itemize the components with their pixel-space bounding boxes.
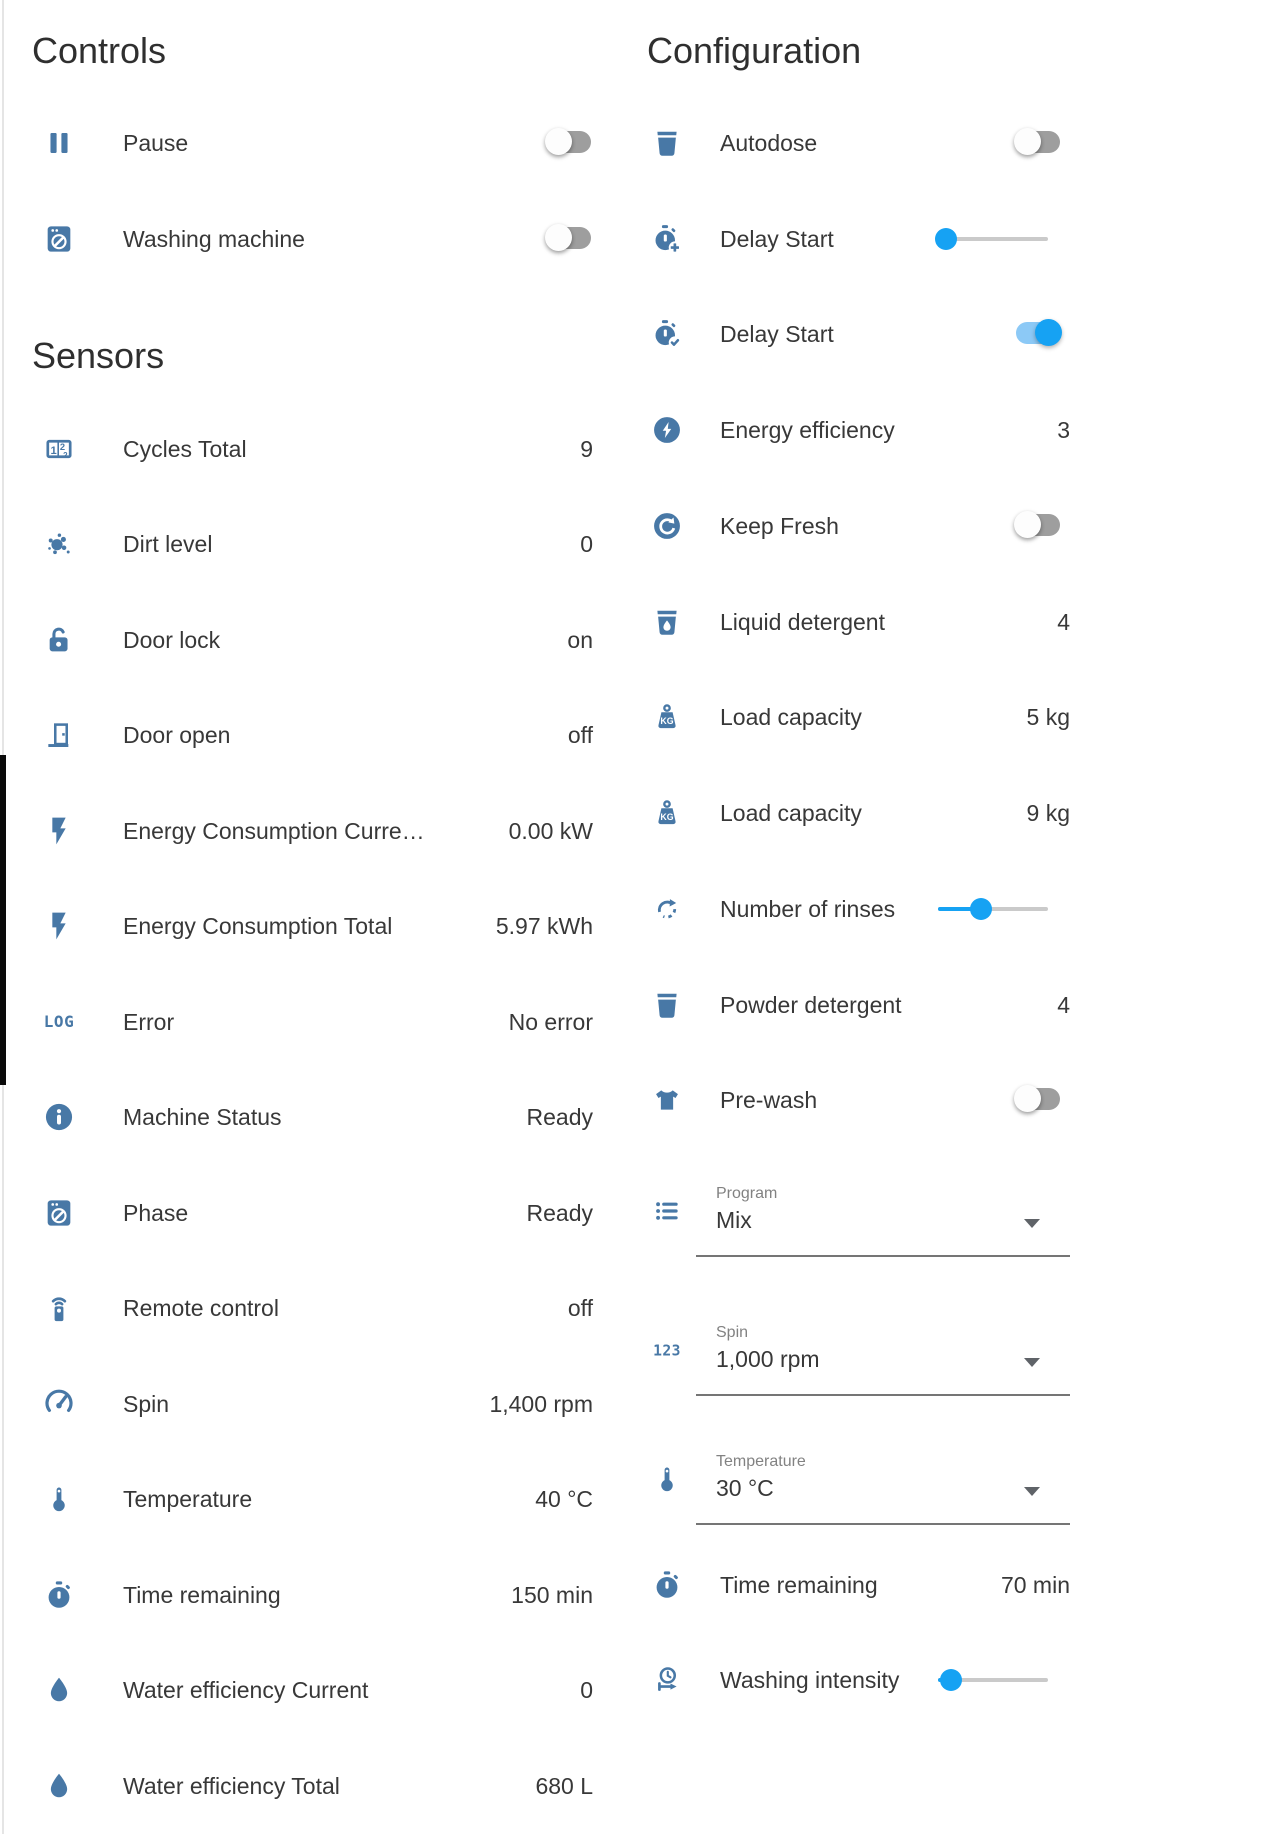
- energy-consumption-total-label: Energy Consumption Total: [123, 913, 393, 939]
- dropdown-caret-icon: [1024, 1219, 1040, 1228]
- time-remaining-value: 150 min: [511, 1582, 593, 1608]
- load-capacity-9-label: Load capacity: [720, 800, 862, 826]
- toggle-thumb: [1014, 1085, 1041, 1112]
- program-select[interactable]: [696, 1167, 1070, 1257]
- temperature-label: Temperature: [123, 1486, 253, 1512]
- flash-circle-icon: [651, 414, 683, 446]
- rotate-right-icon: [651, 893, 683, 925]
- row-keep-fresh: [0, 494, 1270, 558]
- slider-thumb[interactable]: [970, 898, 992, 920]
- energy-efficiency-value: 3: [1057, 417, 1070, 443]
- remote-control-value: off: [567, 1295, 593, 1321]
- row-autodose: [0, 111, 1270, 175]
- row-energy-efficiency: [0, 398, 1270, 462]
- temperature-select-select-value: 30 °C: [716, 1475, 774, 1501]
- liquid-detergent-label: Liquid detergent: [720, 609, 885, 635]
- row-water-efficiency-total: [0, 1754, 1270, 1818]
- spin-label: Spin: [123, 1391, 170, 1417]
- program-select-value: Mix: [716, 1207, 752, 1233]
- spin-value: 1,400 rpm: [489, 1391, 593, 1417]
- svg-text:KG: KG: [660, 716, 674, 727]
- svg-text:KG: KG: [660, 812, 674, 823]
- list-icon: [651, 1195, 683, 1227]
- row-load-capacity-9: [0, 781, 1270, 845]
- washing-intensity-label: Washing intensity: [720, 1667, 900, 1693]
- autodose-toggle[interactable]: [1016, 130, 1060, 154]
- liquid-detergent-value: 4: [1057, 609, 1070, 635]
- select-underline: [696, 1255, 1070, 1257]
- remote-control-label: Remote control: [123, 1295, 279, 1321]
- delay-start-toggle-toggle[interactable]: [1016, 321, 1060, 345]
- door-open-label: Door open: [123, 722, 231, 748]
- time-remaining-label: Time remaining: [123, 1582, 281, 1608]
- autodose-label: Autodose: [720, 130, 818, 156]
- svg-text:2: 2: [63, 450, 68, 460]
- svg-text:LOG: LOG: [43, 1012, 75, 1032]
- water-efficiency-total-value: 680 L: [535, 1773, 593, 1799]
- energy-consumption-current-value: 0.00 kW: [508, 818, 593, 844]
- delay-start-slider-slider[interactable]: [938, 227, 1048, 251]
- energy-consumption-total-value: 5.97 kWh: [495, 913, 593, 939]
- select-row-program: [0, 1167, 1270, 1267]
- load-capacity-9-value: 9 kg: [1026, 800, 1070, 826]
- spin-select-select-label: Spin: [716, 1324, 749, 1341]
- cup-icon: [651, 989, 683, 1021]
- water-efficiency-total-label: Water efficiency Total: [123, 1773, 340, 1799]
- weight-kg-icon: [651, 701, 683, 733]
- delay-start-toggle-label: Delay Start: [720, 321, 834, 347]
- toggle-thumb: [1035, 319, 1062, 346]
- tshirt-icon: [651, 1084, 683, 1116]
- spin-select-select[interactable]: [696, 1306, 1070, 1396]
- cup-icon: [651, 127, 683, 159]
- controls-section-title: Controls: [32, 30, 167, 71]
- timer-icon: [651, 1569, 683, 1601]
- numeric-icon: [651, 1334, 683, 1366]
- machine-status-label: Machine Status: [123, 1104, 282, 1130]
- keep-fresh-toggle[interactable]: [1016, 513, 1060, 537]
- select-underline: [696, 1523, 1070, 1525]
- cycles-total-value: 9: [580, 436, 593, 462]
- energy-consumption-current-label: Energy Consumption Curre…: [123, 818, 425, 844]
- water-efficiency-current-value: 0: [580, 1677, 593, 1703]
- row-number-of-rinses: [0, 877, 1270, 941]
- delay-start-slider-label: Delay Start: [720, 226, 834, 252]
- temperature-select-select-label: Temperature: [716, 1453, 806, 1470]
- select-underline: [696, 1394, 1070, 1396]
- error-value: No error: [508, 1009, 593, 1035]
- row-liquid-detergent: [0, 590, 1270, 654]
- powder-detergent-label: Powder detergent: [720, 992, 902, 1018]
- water-efficiency-current-label: Water efficiency Current: [123, 1677, 369, 1703]
- washing-intensity-slider[interactable]: [938, 1668, 1048, 1692]
- load-capacity-5-label: Load capacity: [720, 704, 862, 730]
- powder-detergent-value: 4: [1057, 992, 1070, 1018]
- svg-text:1: 1: [50, 444, 57, 457]
- toggle-thumb: [1014, 511, 1041, 538]
- dirt-level-value: 0: [580, 531, 593, 557]
- svg-text:2: 2: [59, 441, 66, 452]
- water-drop-icon: [43, 1770, 75, 1802]
- slider-thumb[interactable]: [940, 1669, 962, 1691]
- configuration-section-title: Configuration: [647, 30, 862, 71]
- program-select-label: Program: [716, 1185, 778, 1202]
- dropdown-caret-icon: [1024, 1358, 1040, 1367]
- timer-check-icon: [651, 318, 683, 350]
- washing-machine-label: Washing machine: [123, 226, 305, 252]
- dropdown-caret-icon: [1024, 1487, 1040, 1496]
- time-remaining-config-value: 70 min: [1000, 1572, 1070, 1598]
- pre-wash-label: Pre-wash: [720, 1087, 818, 1113]
- sensors-section-title: Sensors: [32, 335, 165, 376]
- pause-label: Pause: [123, 130, 189, 156]
- door-lock-label: Door lock: [123, 627, 221, 653]
- clock-arrow-icon: [651, 1664, 683, 1696]
- row-pre-wash: [0, 1068, 1270, 1132]
- phase-label: Phase: [123, 1200, 189, 1226]
- phase-value: Ready: [526, 1200, 593, 1226]
- keep-fresh-label: Keep Fresh: [720, 513, 839, 539]
- row-time-remaining-config: [0, 1553, 1270, 1617]
- svg-text:123: 123: [653, 1342, 681, 1360]
- dirt-level-label: Dirt level: [123, 531, 213, 557]
- pre-wash-toggle[interactable]: [1016, 1087, 1060, 1111]
- number-of-rinses-slider[interactable]: [938, 897, 1048, 921]
- row-delay-start-toggle: [0, 302, 1270, 366]
- time-remaining-config-label: Time remaining: [720, 1572, 878, 1598]
- slider-thumb[interactable]: [935, 228, 957, 250]
- row-delay-start-slider: [0, 207, 1270, 271]
- refresh-circle-icon: [651, 510, 683, 542]
- cup-water-icon: [651, 606, 683, 638]
- toggle-thumb: [1014, 128, 1041, 155]
- spin-select-select-value: 1,000 rpm: [716, 1346, 820, 1372]
- load-capacity-5-value: 5 kg: [1026, 704, 1070, 730]
- row-powder-detergent: [0, 973, 1270, 1037]
- machine-status-value: Ready: [526, 1104, 593, 1130]
- door-lock-value: on: [567, 627, 593, 653]
- energy-efficiency-label: Energy efficiency: [720, 417, 895, 443]
- row-washing-intensity: [0, 1648, 1270, 1712]
- error-label: Error: [123, 1009, 175, 1035]
- temperature-select-select[interactable]: [696, 1435, 1070, 1525]
- select-row-temperature-select: [0, 1435, 1270, 1535]
- thermometer-icon: [651, 1463, 683, 1495]
- select-row-spin-select: [0, 1306, 1270, 1406]
- cycles-total-label: Cycles Total: [123, 436, 247, 462]
- row-load-capacity-5: [0, 685, 1270, 749]
- temperature-value: 40 °C: [535, 1486, 593, 1512]
- door-open-value: off: [567, 722, 593, 748]
- timer-plus-icon: [651, 223, 683, 255]
- weight-kg-icon: [651, 797, 683, 829]
- number-of-rinses-label: Number of rinses: [720, 896, 896, 922]
